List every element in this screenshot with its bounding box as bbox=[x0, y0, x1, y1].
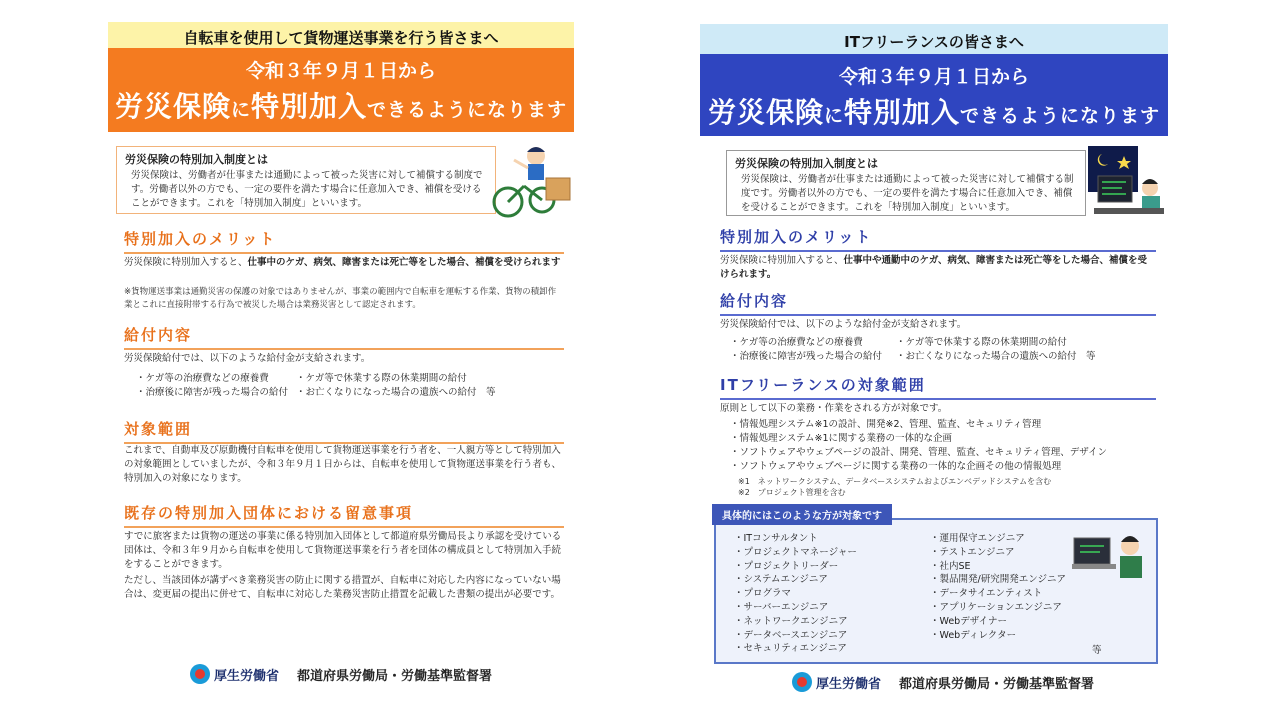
job-item: ・Webデザイナー bbox=[930, 615, 1008, 627]
existing-heading: 既存の特別加入団体における留意事項 bbox=[124, 502, 564, 528]
footer-office: 都道府県労働局・労働基準監督署 bbox=[899, 676, 1095, 692]
existing-text-2: ただし、当該団体が講ずべき業務災害の防止に関する措置が、自転車に対応した内容になっていない場合は、変更届の提出に併せて、自転車に対応した業務災害防止措置を記載した書類の提出が必要です。 bbox=[124, 575, 561, 600]
banner-particle: に bbox=[230, 99, 251, 121]
intro-text: 労災保険は、労働者が仕事または通勤によって被った災害に対して補償する制度です。労働者以外の方でも、一定の要件を満たす場合に任意加入でき、補償を受けることができます。これを「特別加入制度」といいます。 bbox=[131, 170, 483, 209]
jobs-etc: 等 bbox=[1092, 645, 1102, 656]
merit-text-bold: 仕事中のケガ、病気、障害または死亡等をした場合、補償を受けられます bbox=[247, 257, 561, 268]
job-item: ・製品開発/研究開発エンジニア bbox=[930, 574, 1066, 586]
benefit-col-2 bbox=[296, 372, 556, 400]
benefit-item: ・治療後に障害が残った場合の給付 bbox=[136, 387, 289, 398]
merit-text-bold: 仕事中や通勤中のケガ、病気、障害または死亡等をした場合、補償を受けられます。 bbox=[720, 255, 1147, 280]
scope-heading: 対象範囲 bbox=[124, 418, 564, 444]
benefit-item: ・ケガ等の治療費などの療養費 bbox=[136, 373, 269, 384]
job-item: ・システムエンジニア bbox=[734, 574, 828, 586]
mhlw-logo-text: 厚生労働省 bbox=[816, 676, 882, 692]
scope-item: ・情報処理システム※1に関する業務の一体的な企画 bbox=[730, 433, 953, 444]
job-item: ・Webディレクター bbox=[930, 629, 1017, 641]
mhlw-logo-text: 厚生労働省 bbox=[214, 668, 280, 684]
benefit-intro: 労災保険給付では、以下のような給付金が支給されます。 bbox=[720, 319, 967, 330]
job-item: ・プロジェクトリーダー bbox=[734, 560, 839, 572]
merit-note: ※貨物運送事業は通勤災害の保護の対象ではありませんが、事業の範囲内で自転車を運転する作業、貨物の積卸作業とこれに直接附帯する行為で被災した場合は業務災害として認定されます。 bbox=[124, 287, 557, 310]
scope-list bbox=[730, 418, 1160, 474]
target-jobs-tag: 具体的にはこのような方が対象です bbox=[712, 504, 892, 525]
job-item: ・データベースエンジニア bbox=[734, 629, 848, 641]
job-item: ・データサイエンティスト bbox=[930, 588, 1043, 600]
footer bbox=[190, 664, 492, 684]
scope-item: ・ソフトウェアやウェブページに関する業務の一体的な企画その他の情報処理 bbox=[730, 461, 1062, 472]
existing-text-1: すでに旅客または貨物の運送の事業に係る特別加入団体として都道府県労働局長より承認を受けている団体は、令和３年９月から自転車を使用して貨物運送事業を行う者を団体の構成員として特別加入手続をすることができます。 bbox=[124, 531, 562, 570]
benefit-heading: 給付内容 bbox=[720, 290, 1156, 316]
bicycle-delivery-flyer bbox=[96, 0, 586, 720]
audience-heading: 自転車を使用して貨物運送事業を行う皆さまへ bbox=[183, 29, 499, 47]
job-item: ・運用保守エンジニア bbox=[930, 533, 1025, 544]
job-item: ・ネットワークエンジニア bbox=[734, 615, 848, 627]
merit-text-plain: 労災保険に特別加入すると、 bbox=[124, 257, 248, 268]
job-item: ・セキュリティエンジニア bbox=[734, 643, 847, 655]
scope-heading: ITフリーランスの対象範囲 bbox=[720, 374, 1156, 400]
benefit-col-2 bbox=[896, 336, 1156, 364]
banner-date: 令和３年９月１日から bbox=[245, 60, 436, 82]
merit-text-plain: 労災保険に特別加入すると、 bbox=[720, 255, 844, 266]
benefit-item: ・ケガ等で休業する際の休業期間の給付 bbox=[296, 373, 467, 384]
banner-word-rousai: 労災保険 bbox=[114, 90, 231, 123]
banner-date: 令和３年９月１日から bbox=[838, 66, 1029, 88]
scope-text: これまで、自動車及び原動機付自転車を使用して貨物運送事業を行う者を、一人親方等として特別加入の対象範囲としていましたが、令和３年９月１日からは、自転車を使用して貨物運送事業を行う者も、特別加入の対象になります。 bbox=[124, 445, 562, 484]
scope-note: ※2 プロジェクト管理を含む bbox=[738, 488, 846, 497]
benefit-heading: 給付内容 bbox=[124, 324, 564, 350]
jobs-col-2 bbox=[930, 532, 1090, 642]
job-item: ・プロジェクトマネージャー bbox=[734, 546, 857, 558]
banner-word-tokubetsu: 特別加入 bbox=[251, 90, 368, 123]
banner-suffix: できるようになります bbox=[960, 105, 1161, 127]
scope-note: ※1 ネットワークシステム、データベースシステムおよびエンベデッドシステムを含む bbox=[738, 477, 1052, 486]
audience-heading: ITフリーランスの皆さまへ bbox=[844, 33, 1024, 51]
night-pc-work-illustration bbox=[1088, 146, 1168, 222]
scope-item: ・ソフトウェアやウェブページの設計、開発、管理、監査、セキュリティ管理、デザイン bbox=[730, 447, 1108, 458]
scope-intro: 原則として以下の業務・作業をされる方が対象です。 bbox=[720, 403, 948, 414]
intro-box bbox=[116, 146, 496, 214]
it-freelance-flyer bbox=[700, 0, 1180, 720]
benefit-item: ・ケガ等の治療費などの療養費 bbox=[730, 337, 863, 348]
merit-text bbox=[720, 254, 1156, 282]
mhlw-logo-icon bbox=[792, 672, 812, 692]
benefit-item: ・お亡くなりになった場合の遺族への給付 等 bbox=[896, 351, 1096, 362]
banner-main bbox=[108, 85, 574, 125]
merit-heading: 特別加入のメリット bbox=[720, 226, 1156, 252]
banner-suffix: できるようになります bbox=[367, 99, 568, 121]
jobs-col-1 bbox=[734, 532, 924, 656]
merit-text bbox=[124, 256, 564, 270]
intro-title: 労災保険の特別加入制度とは bbox=[735, 157, 878, 170]
banner-main bbox=[700, 91, 1168, 131]
intro-title: 労災保険の特別加入制度とは bbox=[125, 153, 268, 166]
job-item: ・ITコンサルタント bbox=[734, 533, 818, 544]
laptop-worker-illustration bbox=[1072, 528, 1148, 590]
headline-banner bbox=[108, 48, 574, 132]
job-item: ・プログラマ bbox=[734, 588, 792, 600]
benefit-item: ・治療後に障害が残った場合の給付 bbox=[730, 351, 883, 362]
merit-heading: 特別加入のメリット bbox=[124, 228, 564, 254]
headline-banner bbox=[700, 54, 1168, 136]
banner-word-tokubetsu: 特別加入 bbox=[844, 96, 961, 129]
scope-item: ・情報処理システム※1の設計、開発※2、管理、監査、セキュリティ管理 bbox=[730, 419, 1042, 430]
job-item: ・サーバーエンジニア bbox=[734, 601, 829, 613]
benefit-item: ・お亡くなりになった場合の遺族への給付 等 bbox=[296, 387, 496, 398]
scope-notes bbox=[738, 476, 1158, 498]
intro-text: 労災保険は、労働者が仕事または通勤によって被った災害に対して補償する制度です。労働者以外の方でも、一定の要件を満たす場合に任意加入でき、補償を受けることができます。これを「特別加入制度」といいます。 bbox=[741, 174, 1074, 213]
banner-particle: に bbox=[823, 105, 844, 127]
footer bbox=[792, 672, 1094, 692]
benefit-col-1 bbox=[730, 336, 910, 364]
job-item: ・社内SE bbox=[930, 560, 971, 572]
job-item: ・テストエンジニア bbox=[930, 546, 1015, 558]
benefit-intro: 労災保険給付では、以下のような給付金が支給されます。 bbox=[124, 353, 371, 364]
intro-box bbox=[726, 150, 1086, 216]
job-item: ・アプリケーションエンジニア bbox=[930, 601, 1062, 613]
banner-word-rousai: 労災保険 bbox=[707, 96, 824, 129]
mhlw-logo-icon bbox=[190, 664, 210, 684]
benefit-item: ・ケガ等で休業する際の休業期間の給付 bbox=[896, 337, 1067, 348]
bicycle-accident-illustration bbox=[484, 140, 574, 222]
footer-office: 都道府県労働局・労働基準監督署 bbox=[297, 668, 493, 684]
